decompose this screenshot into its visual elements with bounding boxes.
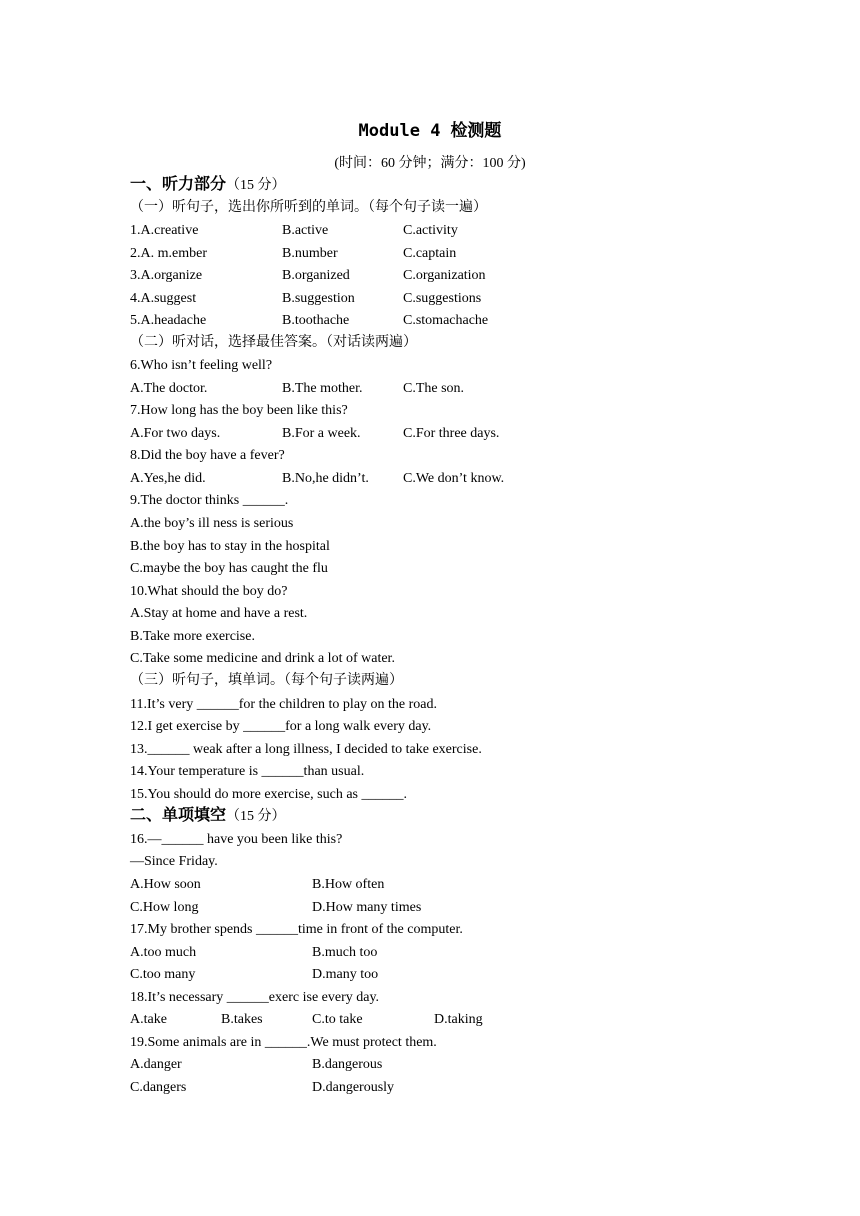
question-6-option-a: A.The doctor. [130, 381, 208, 396]
question-7-text: 7.How long has the boy been like this? [130, 403, 348, 418]
question-19-option-d: D.dangerously [312, 1080, 395, 1095]
question-2-option-a: 2.A. m.ember [130, 246, 207, 261]
question-18-option-a: A.take [130, 1012, 167, 1027]
question-4-option-c: C.suggestions [403, 291, 482, 306]
question-9-option-a: A.the boy’s ill ness is serious [130, 516, 294, 531]
title-chinese: 检测题 [450, 121, 502, 141]
question-19-option-c: C.dangers [130, 1080, 187, 1095]
question-3-option-a: 3.A.organize [130, 268, 203, 283]
question-1-option-a: 1.A.creative [130, 223, 199, 238]
question-18-text: 18.It’s necessary ______exerc ise every day. [130, 990, 380, 1005]
question-9-text: 9.The doctor thinks ______. [130, 493, 289, 508]
question-17-option-a: A.too much [130, 945, 197, 960]
question-14-text: 14.Your temperature is ______than usual. [130, 764, 365, 779]
question-10-option-b: B.Take more exercise. [130, 629, 255, 644]
question-1-option-c: C.activity [403, 223, 458, 238]
question-10-option-a: A.Stay at home and have a rest. [130, 606, 308, 621]
page-title [0, 116, 860, 141]
section-heading-single-choice [130, 806, 286, 826]
question-4-option-b: B.suggestion [282, 291, 355, 306]
question-7-option-c: C.For three days. [403, 426, 500, 441]
question-15-text: 15.You should do more exercise, such as ______. [130, 787, 407, 802]
section-label: 二、单项填空 [130, 805, 227, 824]
question-8-option-b: B.No,he didn’t. [282, 471, 369, 486]
question-8-option-c: C.We don’t know. [403, 471, 505, 486]
question-2-option-c: C.captain [403, 246, 457, 261]
question-5-option-a: 5.A.headache [130, 313, 207, 328]
question-5-option-c: C.stomachache [403, 313, 489, 328]
question-10-text: 10.What should the boy do? [130, 584, 288, 599]
title-module: Module 4 [358, 121, 441, 141]
question-19-option-a: A.danger [130, 1057, 182, 1072]
question-19-text: 19.Some animals are in ______.We must protect them. [130, 1035, 437, 1050]
question-10-option-c: C.Take some medicine and drink a lot of water. [130, 651, 395, 666]
question-18-option-d: D.taking [434, 1012, 483, 1027]
question-12-text: 12.I get exercise by ______for a long walk every day. [130, 719, 432, 734]
question-3-option-b: B.organized [282, 268, 350, 283]
question-16-option-d: D.How many times [312, 900, 422, 915]
question-9-option-b: B.the boy has to stay in the hospital [130, 539, 330, 554]
part-heading: （一）听句子，选出你所听到的单词。（每个句子读一遍） [130, 200, 487, 215]
section-points: （15 分） [226, 809, 286, 824]
question-19-option-b: B.dangerous [312, 1057, 383, 1072]
question-17-option-b: B.much too [312, 945, 378, 960]
question-16-text: 16.—______ have you been like this? [130, 832, 343, 847]
question-9-option-c: C.maybe the boy has caught the flu [130, 561, 328, 576]
question-8-option-a: A.Yes,he did. [130, 471, 206, 486]
exam-info: (时间：60 分钟；满分：100 分) [334, 156, 526, 171]
part-heading: （二）听对话，选择最佳答案。（对话读两遍） [130, 335, 417, 350]
question-6-option-c: C.The son. [403, 381, 465, 396]
question-8-text: 8.Did the boy have a fever? [130, 448, 285, 463]
question-6-text: 6.Who isn’t feeling well? [130, 358, 273, 373]
question-16-option-c: C.How long [130, 900, 199, 915]
question-4-option-a: 4.A.suggest [130, 291, 197, 306]
question-1-option-b: B.active [282, 223, 329, 238]
question-17-text: 17.My brother spends ______time in front of the computer. [130, 922, 463, 937]
question-16-option-b: B.How often [312, 877, 385, 892]
part-heading: （三）听句子，填单词。（每个句子读两遍） [130, 673, 403, 688]
question-16-option-a: A.How soon [130, 877, 201, 892]
section-points: （15 分） [226, 178, 286, 193]
question-18-option-b: B.takes [221, 1012, 263, 1027]
question-6-option-b: B.The mother. [282, 381, 363, 396]
question-5-option-b: B.toothache [282, 313, 350, 328]
question-11-text: 11.It’s very ______for the children to play on the road. [130, 697, 438, 712]
question-16-reply: —Since Friday. [130, 854, 218, 869]
question-3-option-c: C.organization [403, 268, 486, 283]
question-13-text: 13.______ weak after a long illness, I decided to take exercise. [130, 742, 482, 757]
question-18-option-c: C.to take [312, 1012, 363, 1027]
question-7-option-a: A.For two days. [130, 426, 221, 441]
question-2-option-b: B.number [282, 246, 338, 261]
section-label: 一、听力部分 [130, 174, 227, 193]
question-7-option-b: B.For a week. [282, 426, 361, 441]
question-17-option-d: D.many too [312, 967, 379, 982]
question-17-option-c: C.too many [130, 967, 196, 982]
section-heading-listening [130, 175, 286, 195]
